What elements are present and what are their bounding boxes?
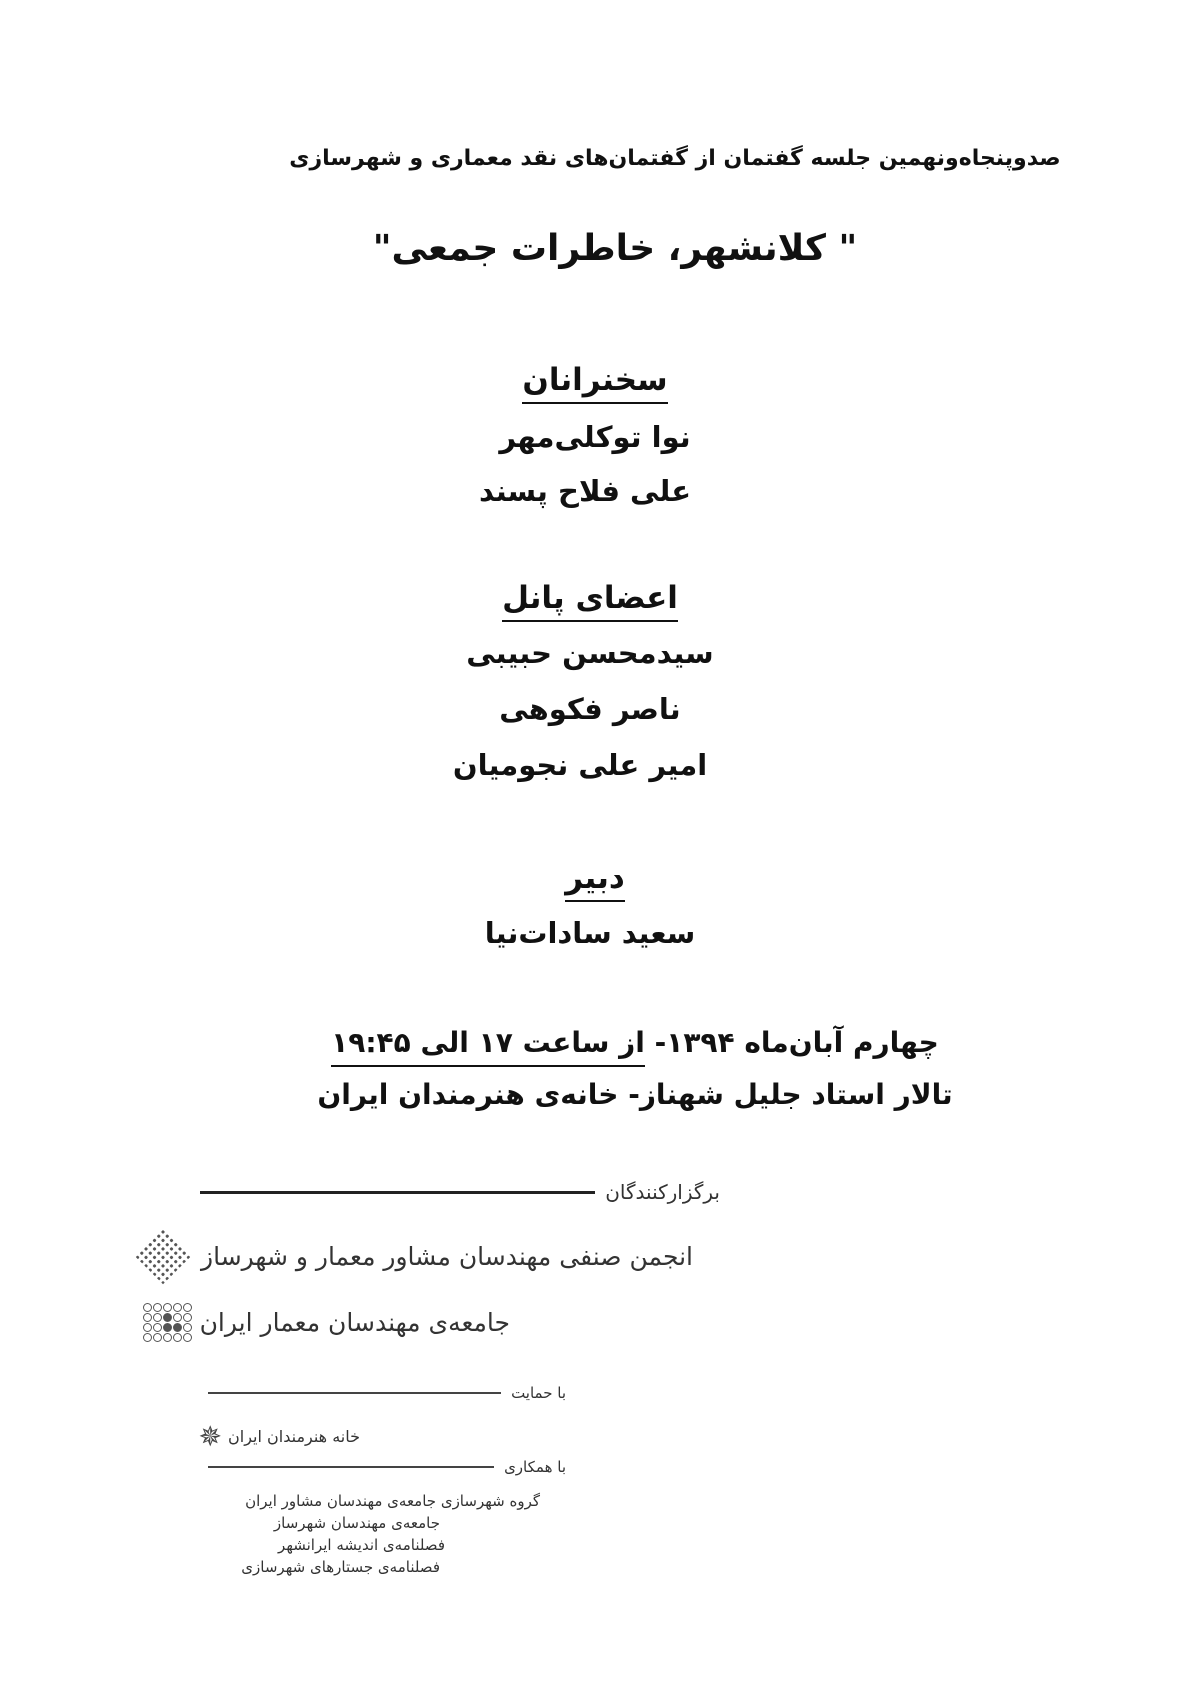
event-venue: تالار استاد جلیل شهناز- خانه‌ی هنرمندان ایران [317, 1078, 953, 1111]
supporter-name: خانه هنرمندان ایران [228, 1427, 360, 1446]
speakers-heading: سخنرانان [0, 362, 1190, 398]
collaboration-label-text: با همکاری [504, 1458, 566, 1476]
speaker-name: علی فلاح پسند [478, 474, 692, 508]
divider [208, 1392, 501, 1394]
organizer-name: جامعه‌ی مهندسان معمار ایران [199, 1308, 510, 1337]
support-label [208, 1384, 566, 1402]
collaborator-item: جامعه‌ی مهندسان شهرساز [273, 1514, 440, 1532]
circle-grid-logo-icon [143, 1303, 192, 1342]
event-date [40, 1026, 1190, 1059]
moderator-heading: دبیر [0, 860, 1190, 896]
supporter-item [160, 1420, 360, 1453]
panel-member-name: امیر علی نجومیان [452, 748, 708, 782]
divider [208, 1466, 494, 1468]
collaboration-label [208, 1458, 566, 1476]
event-title: " کلانشهر، خاطرات جمعی" [372, 228, 858, 269]
organizer-item [148, 1236, 693, 1276]
event-subtitle: صدوپنجاه‌ونهمین جلسه گفتمان از گفتمان‌های نقد معماری و شهرسازی [289, 146, 1061, 171]
panel-member-name: ناصر فکوهی [499, 692, 681, 726]
moderator-name: سعید سادات‌نیا [484, 916, 696, 950]
organizers-label-text: برگزارکنندگان [605, 1180, 720, 1204]
date-prefix: چهارم آبان‌ماه ۱۳۹۴- [644, 1026, 939, 1059]
panel-heading: اعضای پانل [0, 580, 1185, 616]
collaborator-item: فصلنامه‌ی اندیشه ایرانشهر [278, 1536, 445, 1554]
collaborator-item: گروه شهرسازی جامعه‌ی مهندسان مشاور ایران [245, 1492, 540, 1510]
collaborator-item: فصلنامه‌ی جستارهای شهرسازی [241, 1558, 440, 1576]
organizers-label [200, 1180, 720, 1204]
date-time: از ساعت ۱۷ الی ۱۹:۴۵ [331, 1026, 645, 1067]
divider [200, 1191, 595, 1194]
diamond-dots-logo-icon [135, 1228, 192, 1285]
star-logo-icon: ✵ [198, 1420, 223, 1453]
panel-member-name: سیدمحسن حبیبی [466, 636, 714, 670]
speaker-name: نوا توکلی‌مهر [499, 420, 691, 454]
support-label-text: با حمایت [511, 1384, 566, 1402]
organizer-name: انجمن صنفی مهندسان مشاور معمار و شهرساز [201, 1241, 693, 1271]
organizer-item [150, 1303, 510, 1342]
